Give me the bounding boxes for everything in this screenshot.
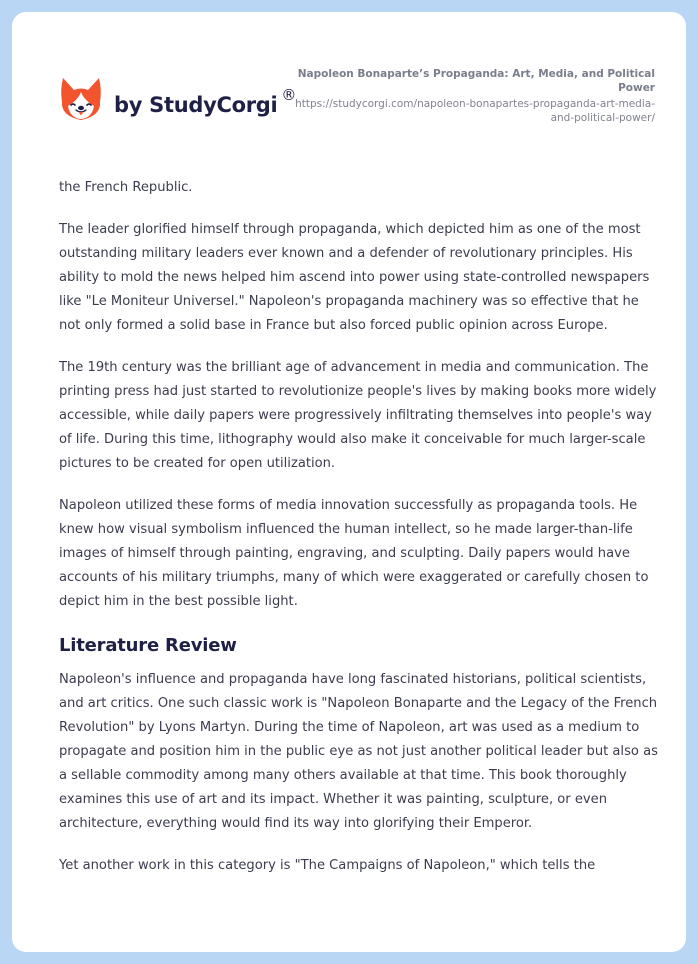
paragraph: the French Republic. — [59, 180, 193, 195]
logo-wordmark: by StudyCorgi ® — [114, 85, 297, 117]
document-meta — [295, 67, 655, 125]
paragraph: Yet another work in this category is "The Campaigns of Napoleon," which tells the — [59, 858, 596, 873]
paragraph: Napoleon utilized these forms of media innovation successfully as propaganda tools. He knew how visual symbolism influenced the human intellect, so he made larger-than-life images of himself through painting, engraving, and sculpting. Daily papers would have accounts of his military triumphs, many of which were exaggerated or carefully chosen to depict him in the best possible light. — [59, 498, 649, 609]
document-body — [59, 176, 659, 896]
registered-mark: ® — [281, 85, 297, 104]
section-heading: Literature Review — [59, 635, 237, 656]
document-title: Napoleon Bonaparte’s Propaganda: Art, Media, and Political Power — [297, 68, 655, 94]
document-card — [12, 12, 686, 952]
document-url-link[interactable]: https://studycorgi.com/napoleon-bonapartes-propaganda-art-media-and-political-power/ — [295, 98, 655, 124]
paragraph: The leader glorified himself through propaganda, which depicted him as one of the most outstanding military leaders ever known and a defender of revolutionary principles. His ability to mold the news helped him ascend into power using state-controlled newspapers like "Le Moniteur Universel." Napoleon's propaganda machinery was so effective that he not only formed a solid base in France but also forced public opinion across Europe. — [59, 222, 650, 333]
document-header — [12, 12, 686, 162]
corgi-logo-icon — [60, 76, 102, 122]
paragraph: The 19th century was the brilliant age of advancement in media and communication. The printing press had just started to revolutionize people's lives by making books more widely accessible, while daily papers were progressively infiltrating themselves into people's way of life. During this time, lithography would also make it conceivable for much larger-scale pictures to be created for open utilization. — [59, 360, 657, 471]
studycorgi-logo[interactable] — [60, 76, 296, 122]
paragraph: Napoleon's influence and propaganda have long fascinated historians, political scientists, and art critics. One such classic work is "Napoleon Bonaparte and the Legacy of the French Revolution" by Lyons Martyn. During the time of Napoleon, art was used as a medium to propagate and position him in the public eye as not just another political leader but also as a sellable commodity among many others available at that time. This book thoroughly examines this use of art and its impact. Whether it was painting, sculpture, or even architecture, everything would find its way into glorifying their Emperor. — [59, 672, 658, 831]
